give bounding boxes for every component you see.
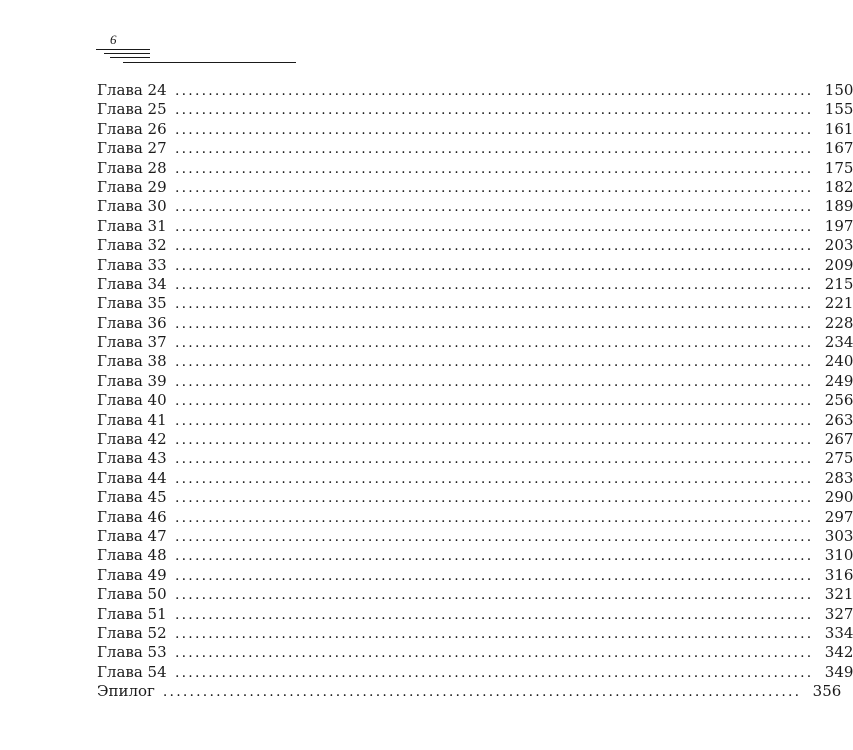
toc-dot-leader: ................................................................................................ — [175, 490, 814, 507]
header-rule — [123, 62, 296, 63]
toc-dot-leader: ................................................................................................ — [175, 412, 814, 429]
toc-entry-page: 316 — [824, 565, 853, 584]
toc-entry — [97, 623, 853, 643]
toc-dot-leader: ................................................................................................ — [175, 121, 814, 138]
toc-entry-page: 167 — [824, 139, 853, 158]
toc-entry — [97, 313, 853, 333]
toc-entry-label: Глава 38 — [97, 352, 167, 371]
toc-dot-leader: ................................................................................................ — [175, 645, 814, 662]
toc-entry — [97, 546, 853, 565]
toc-entry-label: Глава 28 — [97, 158, 167, 177]
toc-entry-page: 155 — [824, 100, 853, 119]
toc-entry-page: 267 — [824, 430, 853, 449]
toc-dot-leader: ................................................................................................ — [175, 432, 814, 449]
toc-dot-leader: ................................................................................................ — [175, 179, 814, 196]
toc-entry-label: Глава 24 — [97, 81, 167, 99]
toc-entry — [97, 333, 853, 352]
toc-entry-page: 290 — [824, 488, 853, 507]
toc-dot-leader: ................................................................................................ — [175, 528, 814, 545]
toc-entry-label: Глава 37 — [97, 333, 167, 352]
toc-dot-leader: ................................................................................................ — [175, 548, 814, 565]
toc-entry-label: Глава 39 — [97, 371, 167, 390]
toc-entry-label: Глава 29 — [97, 177, 167, 196]
toc-dot-leader: ................................................................................................ — [175, 160, 814, 177]
toc-entry-label: Глава 45 — [97, 488, 167, 507]
toc-entry-label: Глава 52 — [97, 623, 167, 642]
toc-entry-page: 327 — [824, 604, 853, 623]
toc-entry-label: Глава 27 — [97, 139, 167, 158]
header-rule — [110, 57, 150, 58]
toc-entry-label: Глава 46 — [97, 507, 167, 526]
toc-entry-page: 150 — [824, 81, 853, 99]
toc-entry-page: 182 — [824, 177, 853, 196]
toc-entry — [97, 430, 853, 449]
toc-entry — [97, 236, 853, 255]
toc-entry-label: Глава 43 — [97, 449, 167, 468]
toc-dot-leader: ................................................................................................ — [175, 83, 814, 99]
toc-entry-page: 342 — [824, 643, 853, 662]
toc-entry — [97, 81, 853, 100]
toc-entry-page: 275 — [824, 449, 853, 468]
table-of-contents — [97, 81, 853, 702]
toc-entry-page: 256 — [824, 391, 853, 410]
toc-entry-page: 175 — [824, 158, 853, 177]
toc-entry-page: 297 — [824, 507, 853, 526]
toc-entry-page: 197 — [824, 216, 853, 235]
toc-dot-leader: ................................................................................................ — [162, 684, 802, 701]
toc-entry — [97, 119, 853, 139]
toc-entry-page: 161 — [824, 119, 853, 138]
toc-dot-leader: ................................................................................................ — [175, 257, 814, 274]
toc-dot-leader: ................................................................................................ — [175, 470, 814, 487]
toc-entry-label: Глава 30 — [97, 197, 167, 216]
toc-entry-page: 228 — [824, 313, 853, 332]
toc-entry — [97, 177, 853, 197]
toc-entry — [97, 139, 853, 158]
toc-dot-leader: ................................................................................................ — [175, 335, 814, 352]
toc-entry-label: Глава 44 — [97, 468, 167, 487]
toc-entry-page: 303 — [824, 526, 853, 545]
toc-entry-label: Эпилог — [97, 682, 155, 701]
toc-entry-label: Глава 48 — [97, 546, 167, 565]
toc-entry-label: Глава 25 — [97, 100, 167, 119]
toc-entry — [97, 391, 853, 410]
toc-dot-leader: ................................................................................................ — [175, 567, 814, 584]
toc-entry — [97, 488, 853, 507]
toc-dot-leader: ................................................................................................ — [175, 315, 814, 332]
toc-entry — [97, 662, 853, 682]
toc-entry-label: Глава 49 — [97, 565, 167, 584]
toc-entry-label: Глава 31 — [97, 216, 167, 235]
toc-entry — [97, 526, 853, 546]
toc-entry — [97, 604, 853, 624]
toc-entry-page: 310 — [824, 546, 853, 565]
toc-dot-leader: ................................................................................................ — [175, 354, 814, 371]
toc-entry-page: 189 — [824, 197, 853, 216]
toc-dot-leader: ................................................................................................ — [175, 664, 814, 681]
toc-entry-page: 334 — [824, 623, 853, 642]
toc-entry-epilogue — [97, 682, 842, 701]
toc-entry — [97, 294, 853, 313]
toc-entry-label: Глава 35 — [97, 294, 167, 313]
toc-dot-leader: ................................................................................................ — [175, 199, 814, 216]
toc-entry-page: 209 — [824, 255, 853, 274]
toc-entry-label: Глава 41 — [97, 410, 167, 429]
toc-dot-leader: ................................................................................................ — [175, 296, 814, 313]
toc-dot-leader: ................................................................................................ — [175, 102, 814, 119]
toc-entry — [97, 468, 853, 488]
toc-dot-leader: ................................................................................................ — [175, 509, 814, 526]
toc-entry — [97, 449, 853, 468]
toc-entry — [97, 197, 853, 216]
toc-entry — [97, 274, 853, 294]
toc-entry — [97, 410, 853, 430]
toc-entry — [97, 565, 853, 585]
toc-entry-page: 356 — [812, 682, 842, 701]
toc-dot-leader: ................................................................................................ — [175, 276, 814, 293]
toc-entry-label: Глава 47 — [97, 526, 167, 545]
toc-dot-leader: ................................................................................................ — [175, 393, 814, 410]
toc-entry — [97, 255, 853, 275]
toc-entry-label: Глава 54 — [97, 662, 167, 681]
toc-entry-label: Глава 51 — [97, 604, 167, 623]
toc-entry — [97, 371, 853, 391]
toc-entry-page: 349 — [824, 662, 853, 681]
toc-entry-page: 234 — [824, 333, 853, 352]
toc-dot-leader: ................................................................................................ — [175, 373, 814, 390]
toc-entry-label: Глава 34 — [97, 274, 167, 293]
toc-entry-page: 321 — [824, 585, 853, 604]
toc-entry-label: Глава 42 — [97, 430, 167, 449]
toc-entry-label: Глава 36 — [97, 313, 167, 332]
toc-entry — [97, 216, 853, 236]
toc-entry-label: Глава 33 — [97, 255, 167, 274]
toc-entry-label: Глава 32 — [97, 236, 167, 255]
toc-entry-page: 249 — [824, 371, 853, 390]
toc-entry — [97, 507, 853, 527]
toc-entry — [97, 158, 853, 178]
toc-dot-leader: ................................................................................................ — [175, 238, 814, 255]
toc-entry-page: 203 — [824, 236, 853, 255]
header-rule — [104, 53, 150, 54]
toc-entry-page: 215 — [824, 274, 853, 293]
toc-entry-page: 240 — [824, 352, 853, 371]
toc-dot-leader: ................................................................................................ — [175, 587, 814, 604]
toc-dot-leader: ................................................................................................ — [175, 625, 814, 642]
toc-dot-leader: ................................................................................................ — [175, 451, 814, 468]
toc-entry-page: 221 — [824, 294, 853, 313]
toc-entry-page: 283 — [824, 468, 853, 487]
toc-entry — [97, 100, 853, 119]
toc-dot-leader: ................................................................................................ — [175, 141, 814, 158]
toc-entry-label: Глава 50 — [97, 585, 167, 604]
toc-entry — [97, 352, 853, 371]
toc-dot-leader: ................................................................................................ — [175, 218, 814, 235]
toc-entry — [97, 585, 853, 604]
toc-entry — [97, 643, 853, 662]
toc-entry-label: Глава 53 — [97, 643, 167, 662]
header-rule — [96, 49, 150, 50]
toc-entry-label: Глава 26 — [97, 119, 167, 138]
toc-dot-leader: ................................................................................................ — [175, 606, 814, 623]
page-number: 6 — [110, 32, 117, 47]
toc-entry-label: Глава 40 — [97, 391, 167, 410]
toc-entry-page: 263 — [824, 410, 853, 429]
